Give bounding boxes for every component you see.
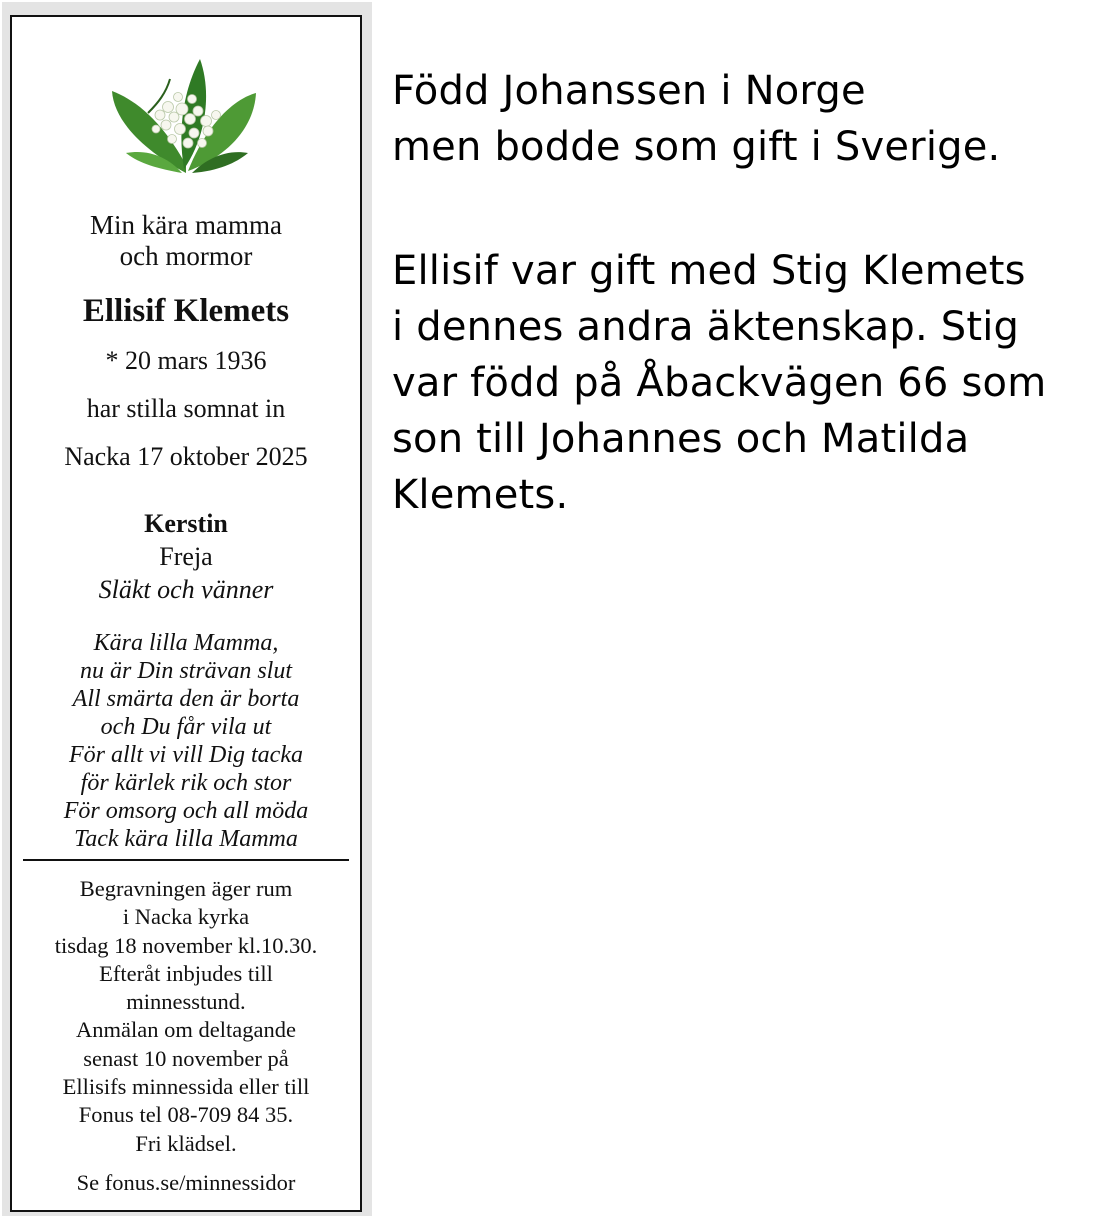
bio-line: son till Johannes och Matilda <box>392 416 970 462</box>
funeral-line: Begravningen äger rum <box>79 876 293 901</box>
funeral-line: tisdag 18 november kl.10.30. <box>54 932 318 958</box>
birth-date: * 20 mars 1936 <box>105 346 267 375</box>
funeral-line: minnesstund. <box>126 989 246 1015</box>
bio-line: Ellisif var gift med Stig Klemets <box>392 248 1026 294</box>
poem-line: för kärlek rik och stor <box>80 770 292 796</box>
mourner: Kerstin <box>144 509 228 538</box>
poem-line: Tack kära lilla Mamma <box>74 826 298 852</box>
funeral-line: senast 10 november på <box>83 1045 289 1071</box>
poem-line: nu är Din strävan slut <box>79 658 292 684</box>
mourner: Släkt och vänner <box>98 575 274 604</box>
death-notice <box>10 15 362 1212</box>
place-date: Nacka 17 oktober 2025 <box>64 442 308 471</box>
funeral-line: i Nacka kyrka <box>122 904 250 930</box>
funeral-line: Anmälan om deltagande <box>76 1017 296 1043</box>
bio-line: men bodde som gift i Sverige. <box>392 124 1001 170</box>
poem <box>12 629 360 853</box>
bio-line: i dennes andra äktenskap. Stig <box>392 304 1020 350</box>
bio-line: Född Johanssen i Norge <box>392 68 866 114</box>
bio-line: var född på Åbackvägen 66 som <box>392 360 1047 406</box>
notice-footer: Se fonus.se/minnessidor <box>76 1170 296 1195</box>
notice-intro <box>12 210 360 272</box>
funeral-line: Fri klädsel. <box>135 1130 237 1156</box>
poem-line: För allt vi vill Dig tacka <box>69 742 303 768</box>
biography-text <box>392 63 1082 523</box>
poem-line: All smärta den är borta <box>72 686 300 712</box>
poem-line: För omsorg och all möda <box>63 798 309 824</box>
funeral-info <box>12 875 360 1158</box>
funeral-line: Ellisifs minnessida eller till <box>62 1074 310 1100</box>
funeral-line: Fonus tel 08-709 84 35. <box>78 1102 294 1128</box>
passed-line: har stilla somnat in <box>86 394 286 423</box>
divider <box>23 859 349 861</box>
intro-line: Min kära mamma <box>90 210 282 240</box>
intro-line: och mormor <box>119 241 253 271</box>
bio-line: Klemets. <box>392 472 569 518</box>
deceased-name: Ellisif Klemets <box>82 293 290 329</box>
funeral-line: Efteråt inbjudes till <box>99 960 273 986</box>
lily-of-the-valley-icon <box>108 53 264 183</box>
poem-line: Kära lilla Mamma, <box>93 630 279 656</box>
poem-line: och Du får vila ut <box>100 714 272 740</box>
mourner: Freja <box>159 542 213 571</box>
